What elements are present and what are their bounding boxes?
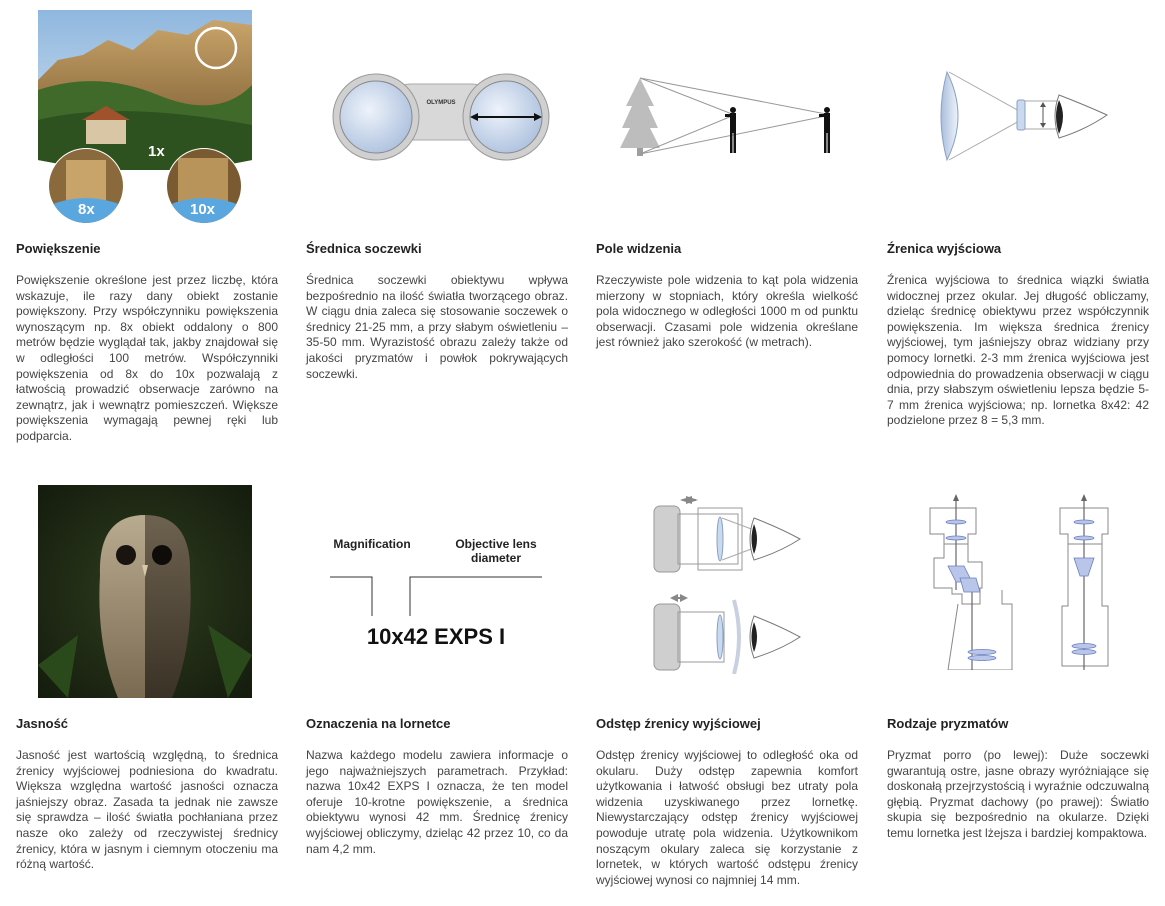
- section-title: Rodzaje pryzmatów: [887, 716, 1009, 731]
- label-10x: 10x: [190, 201, 216, 218]
- section-text: Powiększenie określone jest przez liczbę, która wskazuje, ile razy dany obiekt zostanie powiększony. Przy współczynniku powiększenia wynoszącym np. 8x obiekt oddalony o 800 metrów będzie wyglądał tak, jakby znajdował się w odległości 100 metrów. Współczynniki powiększenia od 8x do 10x pozwalają z łatwością prowadzić obserwacje zarówno na zewnątrz, jak i wewnątrz pomieszczeń. Większe powiększenia wymagają pewnej ręki lub podparcia.: [16, 273, 278, 443]
- brand-label: OLYMPUS: [426, 100, 456, 106]
- model-name: 10x42 EXPS I: [366, 624, 506, 649]
- section-title: Powiększenie: [16, 241, 101, 256]
- section-title: Pole widzenia: [596, 241, 682, 256]
- section-exit-pupil: [887, 241, 1149, 429]
- section-brightness: [16, 716, 278, 873]
- section-eye-relief: [596, 716, 858, 888]
- section-title: Jasność: [16, 716, 69, 731]
- label-8x: 8x: [78, 201, 95, 218]
- section-text: Odstęp źrenicy wyjściowej to odległość oka od okularu. Duży odstęp zapewnia komfort użytkowania i łatwość obsługi bez utraty pola widzenia uzyskiwanego przez lornetkę. Niewystarczający odstęp źrenicy wyjściowej powoduje utratę pola widzenia. Użytkownikom noszącym okulary zaleca się korzystanie z lornetek, w których wartość odstępu źrenicy wyjściowej wynosi co najmniej 14 mm.: [596, 748, 858, 887]
- section-title: Średnica soczewki: [306, 241, 422, 256]
- section-text: Nazwa każdego modelu zawiera informacje o jego najważniejszych parametrach. Przykład: nazwa 10x42 EXPS I oznacza, że ten model oferuje 10-krotne powiększenie, a średnica obiektywu wynosi 42 mm. Średnicę źrenicy wyjściowej obliczymy, dzieląc 42 przez 10, co da nam 4,2 mm.: [306, 748, 568, 856]
- section-magnification: [16, 241, 278, 445]
- section-title: Odstęp źrenicy wyjściowej: [596, 716, 761, 731]
- section-text: Pryzmat porro (po lewej): Duże soczewki gwarantują ostre, jasne obrazy wyróżniające się doskonałą przejrzystością i wyraźnie odczuwalną głębią. Pryzmat dachowy (po prawej): Światło skupia się bezpośrednio na okularze. Dzięki temu lornetka jest lżejsza i bardziej kompaktowa.: [887, 748, 1149, 840]
- eye-relief-illustration: [650, 494, 805, 674]
- section-field-of-view: [596, 241, 858, 351]
- binocular-front-illustration: [330, 72, 552, 162]
- section-text: Źrenica wyjściowa to średnica wiązki światła widocznej przez okular. Jej długość obliczamy, dzieląc średnicę obiektywu przez współczynnik powiększenia. Im większa średnica źrenicy wyjściowej, tym jaśniejszy obraz widziany przy pomocy lornetki. 2-3 mm źrenica wyjściowa jest odpowiednia do prowadzenia obserwacji w ciągu dnia, przy słabszym oświetleniu lepsza będzie 5-7 mm źrenica wyjściowa; np. lornetka 8x42: 42 podzielone przez 8 = 5,3 mm.: [887, 273, 1149, 428]
- objective-caption: Objective lens diameter: [455, 537, 537, 565]
- exit-pupil-illustration: [935, 70, 1110, 162]
- model-label-illustration: [326, 532, 546, 652]
- magnification-caption: Magnification: [333, 537, 411, 551]
- field-of-view-illustration: [620, 76, 840, 158]
- owl-photo: [38, 485, 252, 698]
- section-text: Rzeczywiste pole widzenia to kąt pola widzenia mierzony w stopniach, który określa wielkość pola widocznego w odległości 1000 m od punktu obserwacji. Czasami pole widzenia określane jest również jako szerokość (w metrach).: [596, 273, 858, 350]
- label-1x: 1x: [148, 143, 165, 160]
- section-text: Jasność jest wartością względną, to średnica źrenicy wyjściowej podniesiona do kwadratu. Większa względna wartość jasności oznacza jaśniejszy obraz. Zasada ta jednak nie zawsze się sprawdza – ilość światła pochłaniana przez nasze oko zależy od rzeczywistej średnicy źrenicy, która w jasnym i ciemnym otoczeniu ma różną wartość.: [16, 748, 278, 872]
- section-prism-types: [887, 716, 1149, 842]
- magnification-illustration: [38, 10, 254, 224]
- section-model-labels: [306, 716, 568, 857]
- prism-types-illustration: [922, 494, 1122, 670]
- section-text: Średnica soczewki obiektywu wpływa bezpośrednio na ilość światła tworzącego obraz. W ciągu dnia zaleca się stosowanie soczewek o średnicy 21-25 mm, a przy słabym oświetleniu – 35-50 mm. Wyrazistość obrazu zależy także od jakości pryzmatów i powłok pokrywających soczewki.: [306, 273, 568, 381]
- section-lens-diameter: [306, 241, 568, 382]
- section-title: Źrenica wyjściowa: [887, 241, 1002, 256]
- section-title: Oznaczenia na lornetce: [306, 716, 451, 731]
